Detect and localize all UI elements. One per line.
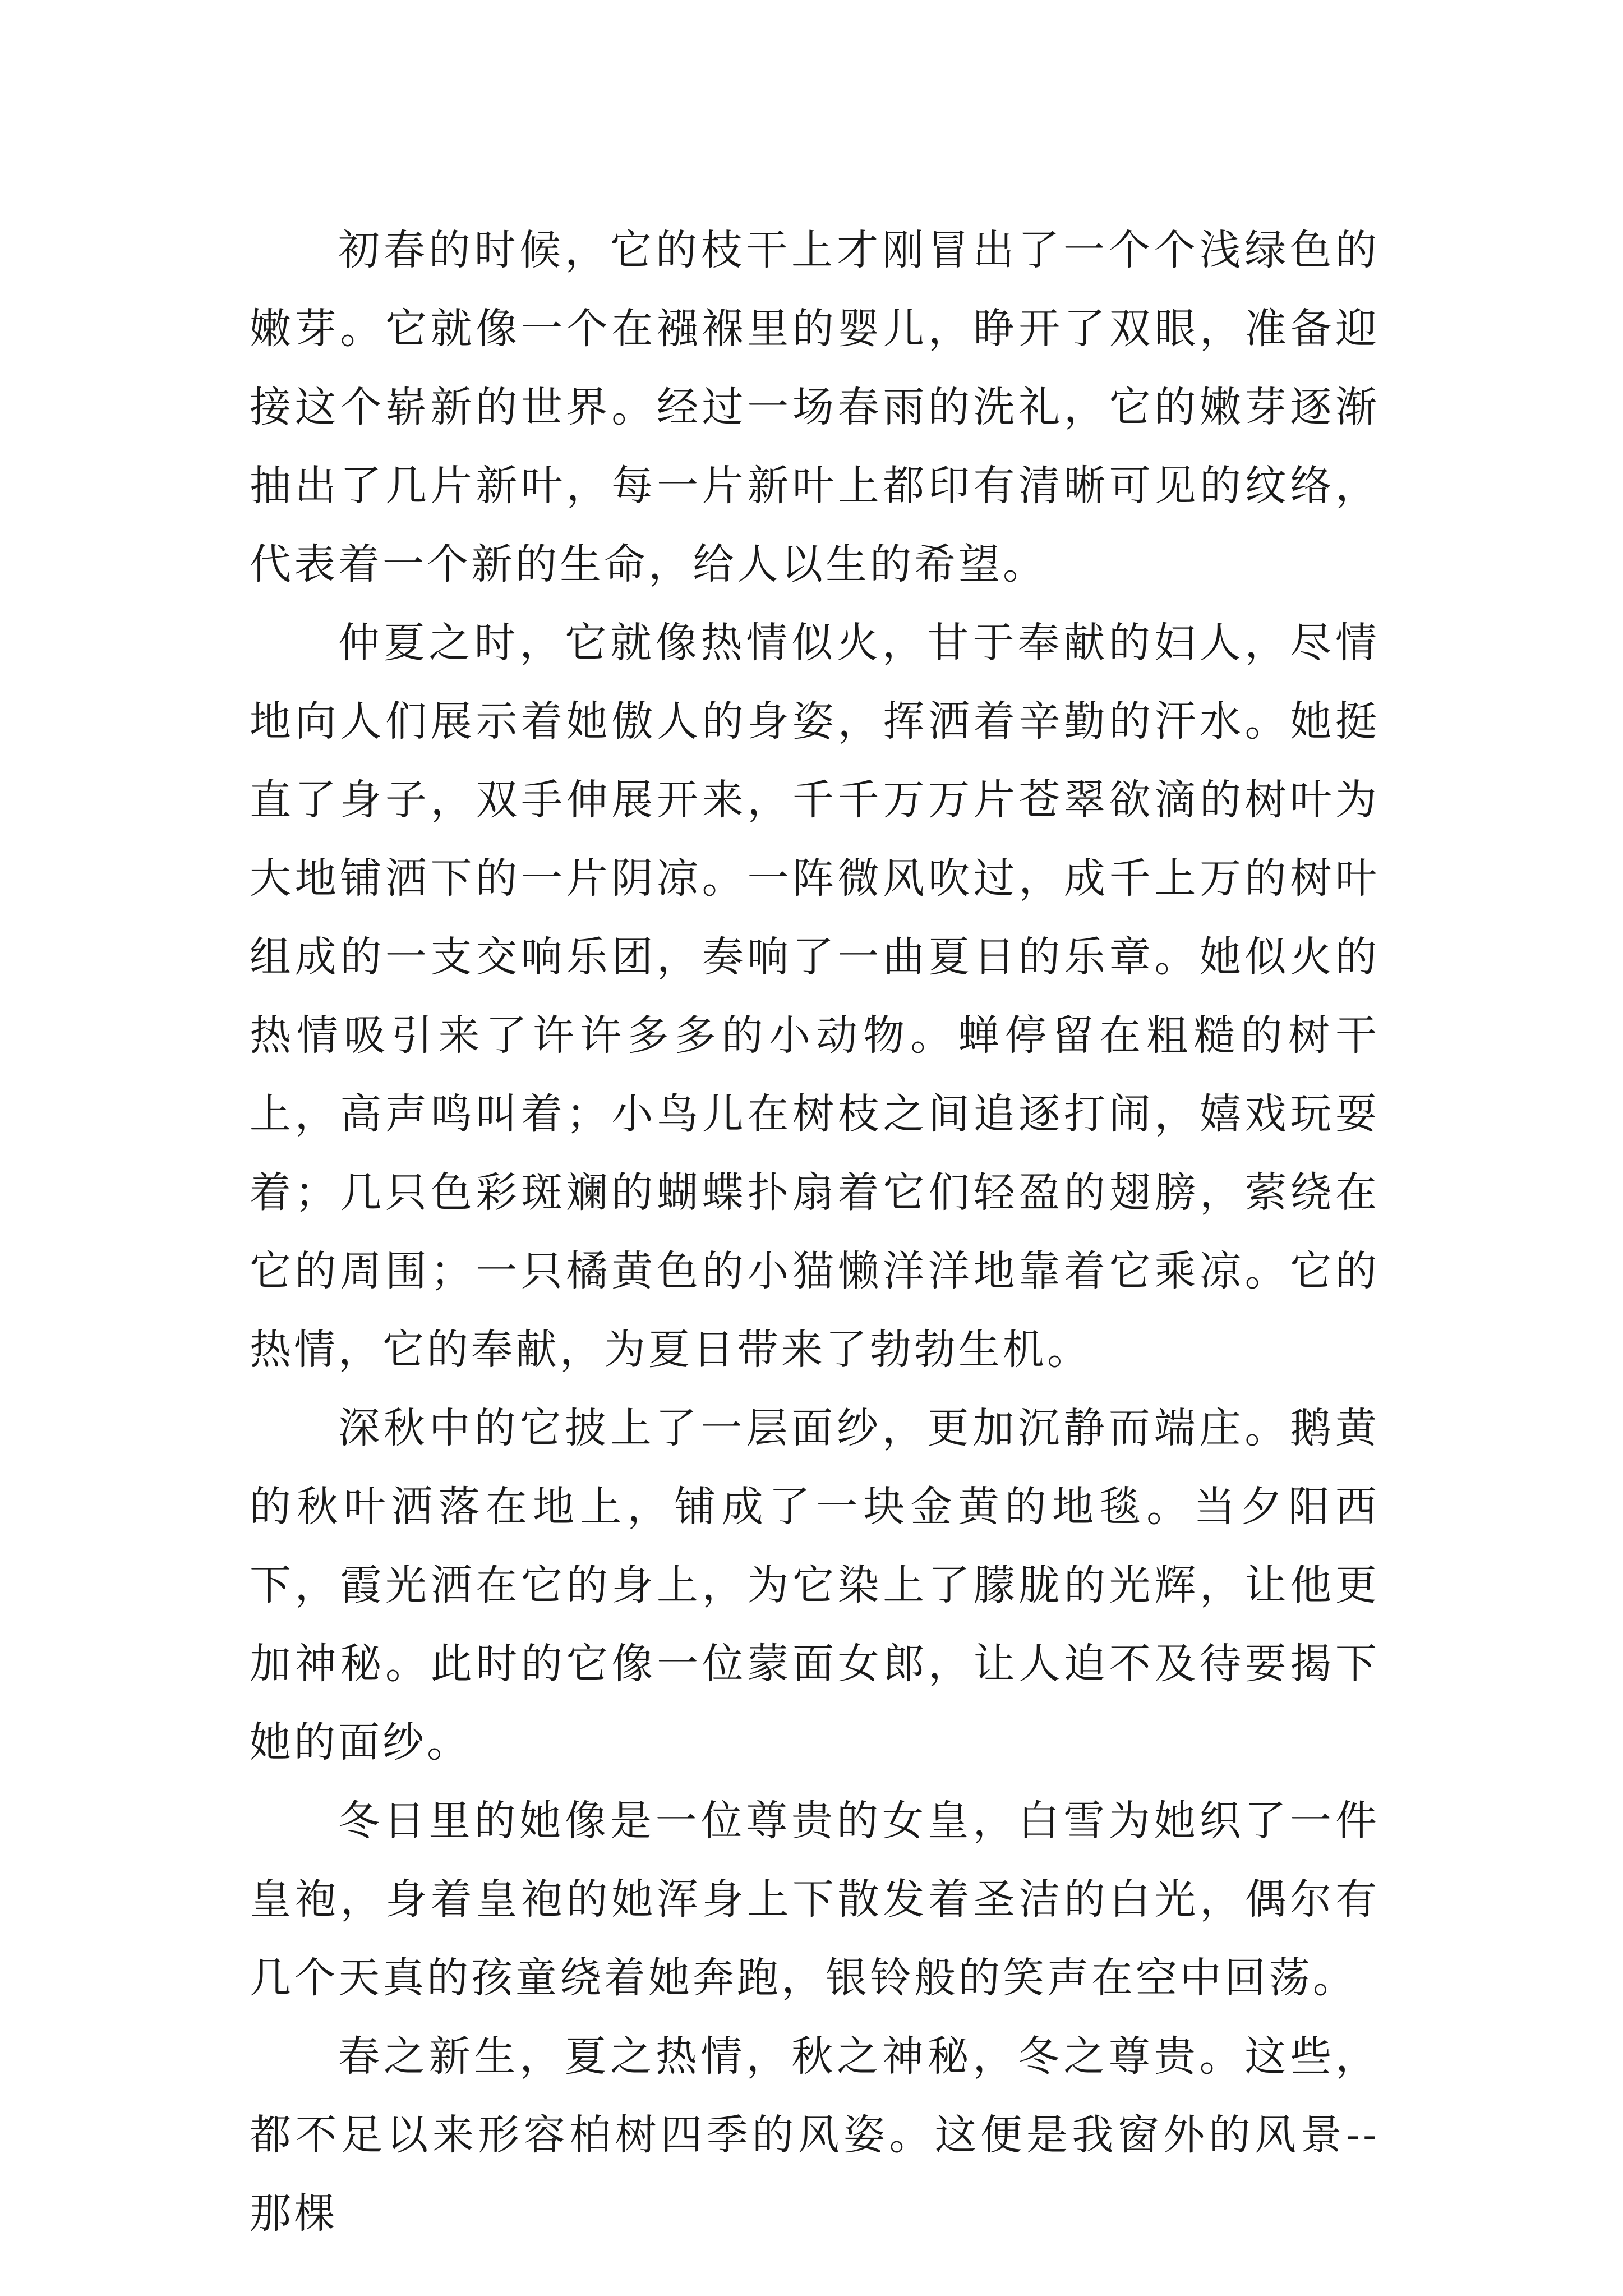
essay-body	[250, 211, 1380, 2253]
paragraph-spring: 初春的时候，它的枝干上才刚冒出了一个个浅绿色的嫩芽。它就像一个在襁褓里的婴儿，睁开了双眼，准备迎接这个崭新的世界。经过一场春雨的洗礼，它的嫩芽逐渐抽出了几片新叶，每一片新叶上都印有清晰可见的纹络，代表着一个新的生命，给人以生的希望。	[250, 226, 1380, 588]
paragraph-conclusion: 春之新生，夏之热情，秋之神秘，冬之尊贵。这些，都不足以来形容柏树四季的风姿。这便是我窗外的风景--那棵	[250, 2032, 1380, 2238]
paragraph-winter: 冬日里的她像是一位尊贵的女皇，白雪为她织了一件皇袍，身着皇袍的她浑身上下散发着圣洁的白光，偶尔有几个天真的孩童绕着她奔跑，银铃般的笑声在空中回荡。	[250, 1797, 1380, 2002]
paragraph-autumn: 深秋中的它披上了一层面纱，更加沉静而端庄。鹅黄的秋叶洒落在地上，铺成了一块金黄的地毯。当夕阳西下，霞光洒在它的身上，为它染上了朦胧的光辉，让他更加神秘。此时的它像一位蒙面女郎，让人迫不及待要揭下她的面纱。	[250, 1404, 1380, 1766]
paragraph-summer: 仲夏之时，它就像热情似火，甘于奉献的妇人，尽情地向人们展示着她傲人的身姿，挥洒着辛勤的汗水。她挺直了身子，双手伸展开来，千千万万片苍翠欲滴的树叶为大地铺洒下的一片阴凉。一阵微风吹过，成千上万的树叶组成的一支交响乐团，奏响了一曲夏日的乐章。她似火的热情吸引来了许许多多的小动物。蝉停留在粗糙的树干上，高声鸣叫着；小鸟儿在树枝之间追逐打闹，嬉戏玩耍着；几只色彩斑斓的蝴蝶扑扇着它们轻盈的翅膀，萦绕在它的周围；一只橘黄色的小猫懒洋洋地靠着它乘凉。它的热情，它的奉献，为夏日带来了勃勃生机。	[250, 619, 1380, 1374]
